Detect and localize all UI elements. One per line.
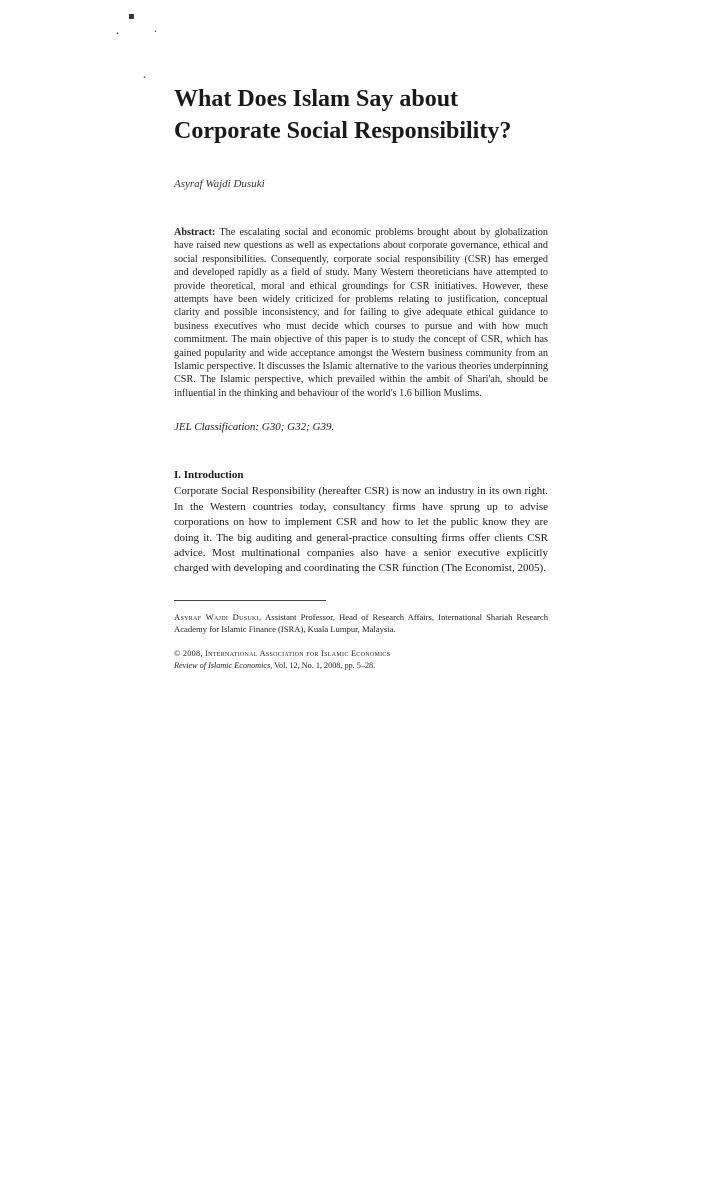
footnote-divider [174, 600, 326, 601]
abstract [174, 226, 548, 400]
jel-classification: JEL Classification: G30; G32; G39. [174, 421, 335, 434]
footnote-text: Assistant Professor, Head of Research Affairs, International Shariah Research Academy for Islamic Finance (ISRA), Kuala Lumpur, Malaysia. [174, 611, 548, 634]
footnote-author-name: Asyraf Wajdi Dusuki, [174, 611, 262, 622]
scan-speck: • [116, 31, 119, 37]
journal-name: Review of Islamic Economics [174, 660, 271, 670]
author-name: Asyraf Wajdi Dusuki [174, 178, 265, 190]
copyright-line: © 2008, International Association for Islamic Economics [174, 648, 391, 658]
scan-speck: • [143, 75, 146, 81]
abstract-label: Abstract: [174, 227, 216, 238]
citation-details: , Vol. 12, No. 1, 2008, pp. 5–28. [270, 660, 376, 670]
scan-speck: ▪ [128, 11, 135, 22]
abstract-text: The escalating social and economic problems brought about by globalization have raised new questions as well as expectations about corporate governance, ethical and social responsibilities. Consequently, corporate social responsibility (CSR) has emerged and developed rapidly as a field of study. Many Western theoreticians have attempted to provide theoretical, moral and ethical groundings for CSR initiatives. However, these attempts have been widely criticized for problems relating to justification, conceptual clarity and possible inconsistency, and for failing to give adequate ethical guidance to business executives who must decide which courses to pursue and with how much commitment. The main objective of this paper is to study the concept of CSR, which has gained popularity and wide acceptance amongst the Western business community from an Islamic perspective. It discusses the Islamic alternative to the various theories underpinning CSR. The Islamic perspective, which prevailed within the ambit of Shari'ah, should be influential in the thinking and behaviour of the world's 1.6 billion Muslims. [174, 227, 548, 399]
author-footnote [174, 611, 548, 635]
scan-speck: • [154, 29, 157, 35]
citation-line [174, 660, 548, 672]
article-title: What Does Islam Say about Corporate Social Responsibility? [174, 86, 512, 144]
copyright-block [174, 648, 548, 672]
article-page [174, 80, 548, 672]
introduction-paragraph: Corporate Social Responsibility (hereafter CSR) is now an industry in its own right. In the Western countries today, consultancy firms have sprung up to advise corporations on how to implement CSR and how to let the public know they are doing it. The big auditing and general-practice consulting firms offer clients CSR advice. Most multinational companies also have a senior executive explicitly charged with developing and coordinating the CSR function (The Economist, 2005). [174, 485, 548, 575]
section-heading: I. Introduction [174, 469, 244, 482]
